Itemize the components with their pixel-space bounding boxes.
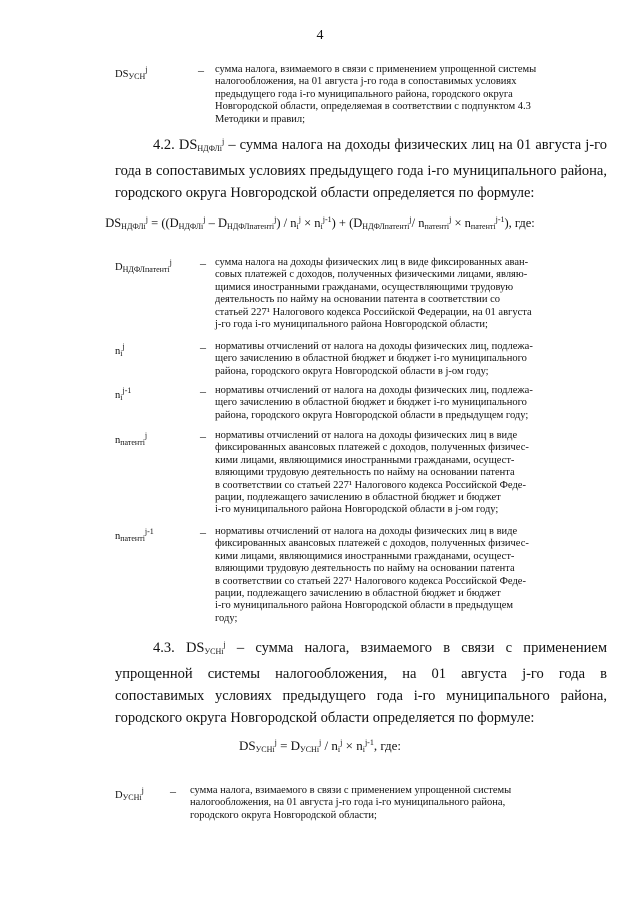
definition-symbol: $n_i^{j-1}$ [115, 386, 132, 402]
definition-dash: – [200, 256, 206, 270]
definition-symbol: $D_{УСНi}^j$ [115, 786, 144, 802]
definition-symbol: $n_{патентi}^{j-1}$ [115, 527, 154, 543]
definition-dash: – [200, 384, 206, 398]
definition-symbol: $n_i^j$ [115, 342, 125, 358]
definition-n-patent-j [115, 430, 615, 517]
definition-ds-usn [115, 64, 623, 126]
definition-text: сумма налога на доходы физических лиц в виде фиксированных аван- совых платежей с доходов, полученных физическими лицами, являю- щимися иностранными гражданами, осуществляющими трудовую деятельность по найму на основании патента в соответствии со статьей 227¹ Налогового кодекса Российской Федерации, на 01 августа j-го года i-го муниципального района Новгородской области; [215, 257, 532, 331]
section-4-2-paragraph: 4.2. $DS_{НДФЛi}^j$ – сумма налога на доходы физических лиц на 01 августа j-го года в сопоставимых условиях предыдущего года i-го муниципального района, городского округа Новгородской области определяется по формуле: [115, 137, 608, 201]
formula-ndfl: $DS_{НДФЛi}^j = ((D_{НДФЛi}^j - D_{НДФЛпатентi}^j) / n_i^j \times n_i^{j-1}) + (D_{НДФЛпатентi}^j/$ $n_{патентi}^j \times n_{патентi}^{j-1}$), где: [105, 215, 535, 231]
definition-dash: – [200, 429, 206, 443]
definition-dash: – [170, 784, 176, 798]
definition-text: сумма налога, взимаемого в связи с применением упрощенной системы налогообложения, на 01 августа j-го года i-го муниципального района, городского округа Новгородской области; [190, 785, 512, 821]
definition-symbol: $D_{НДФЛпатентi}^j$ [115, 258, 172, 274]
definition-n-i-j-1 [115, 385, 615, 422]
page-number: 4 [316, 28, 324, 43]
definition-dash: – [200, 525, 206, 539]
definition-text: нормативы отчислений от налога на доходы физических лиц, подлежа- щего зачислению в областной бюджет и бюджет i-го муниципального района, городского округа Новгородской области в j-ом году; [215, 341, 533, 377]
definition-symbol: $DS_{УСН}^j$ [115, 65, 148, 81]
definition-text: нормативы отчислений от налога на доходы физических лиц в виде фиксированных авансовых платежей с доходов, полученных физичес- кими лицами, являющимися иностранными гражданами, осущест- вляющими трудовую деятельность по найму на основании патента в соответствии со статьей 227¹ Налогового кодекса Российской Феде- рации, подлежащего зачислению в областной бюджет и бюджет i-го муниципального района Новгородской области в предыдущем году; [215, 526, 529, 624]
definition-d-ndfl-patent [115, 257, 615, 331]
definition-dash: – [200, 340, 206, 354]
definition-symbol: $n_{патентi}^j$ [115, 431, 148, 447]
definition-n-patent-j-1 [115, 526, 615, 625]
section-4-3-paragraph: 4.3. $DS_{УСНi}^j$ – сумма налога, взимаемого в связи с применением упрощенной системы налогообложения, на 01 августа j-го года в сопоставимых условиях предыдущего года i-го муниципального района, городского округа Новгородской области определяется по формуле: [115, 640, 608, 726]
formula-usn: $DS_{УСНi}^j = D_{УСНi}^j / n_i^j \times n_i^{j-1}$, где: [238, 738, 402, 754]
definition-dash: – [198, 63, 204, 77]
definition-text: нормативы отчислений от налога на доходы физических лиц в виде фиксированных авансовых платежей с доходов, полученных физичес- кими лицами, являющимися иностранными гражданами, осущест- вляющими трудовую деятельность по найму на основании патента в соответствии со статьей 227¹ Налогового кодекса Российской Феде- рации, подлежащего зачислению в областной бюджет и бюджет i-го муниципального района Новгородской области в j-ом году; [215, 430, 529, 516]
definition-n-i-j [115, 341, 615, 378]
definition-d-usn [115, 785, 622, 822]
definition-text: сумма налога, взимаемого в связи с применением упрощенной системы налогообложения, на 01 августа j-го года в сопоставимых условиях предыдущего года i-го муниципального района, городского округа Новгородской области, определяемая в соответствии с подпунктом 4.3 Методики и правил; [215, 64, 537, 125]
definition-text: нормативы отчислений от налога на доходы физических лиц, подлежа- щего зачислению в областной бюджет и бюджет i-го муниципального района, городского округа Новгородской области в предыдущем году; [215, 385, 533, 421]
